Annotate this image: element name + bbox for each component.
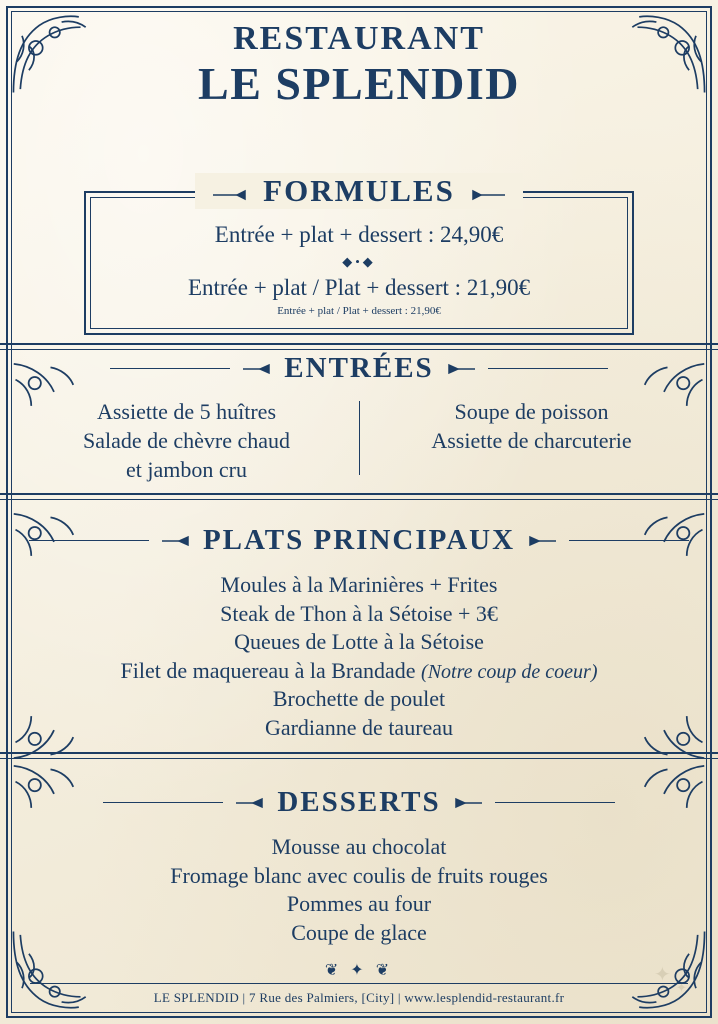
entrees-title <box>0 352 718 385</box>
plats-section <box>0 524 718 743</box>
plat-item-note: (Notre coup de coeur) <box>421 660 598 683</box>
sparkle-icon: ✦ <box>676 980 687 995</box>
column-divider <box>359 401 360 475</box>
entrees-column-left <box>37 397 337 484</box>
left-ornament-icon <box>235 797 265 809</box>
desserts-title-text: DESSERTS <box>277 786 441 818</box>
plats-title <box>0 524 718 557</box>
footer-ornament-icon: ❦ ✦ ❦ <box>324 962 394 979</box>
title-rule <box>29 540 149 541</box>
plat-item-name: Queues de Lotte à la Sétoise <box>234 629 484 655</box>
entree-item: et jambon cru <box>126 457 247 483</box>
plat-item-name: Filet de maquereau à la Brandade <box>120 657 416 683</box>
right-ornament-icon <box>467 173 507 209</box>
formules-separator-icon: ◆•◆ <box>342 254 376 270</box>
desserts-list <box>0 833 718 947</box>
left-ornament-icon <box>161 535 191 547</box>
plat-item <box>0 714 718 743</box>
dessert-item: Mousse au chocolat <box>271 834 447 859</box>
dessert-item: Fromage blanc avec coulis de fruits rouges <box>170 862 548 888</box>
title-rule <box>569 540 689 541</box>
entree-item: Assiette de 5 huîtres <box>96 399 277 424</box>
header-line-name: LE SPLENDID <box>198 58 520 109</box>
plat-item <box>0 628 718 657</box>
sparkle-icon: ✦ <box>654 964 671 986</box>
restaurant-header <box>0 0 718 110</box>
title-rule <box>110 368 230 369</box>
formule-option-1: Entrée + plat + dessert : 24,90€ <box>214 222 504 247</box>
entrees-title-text: ENTRÉES <box>284 352 434 384</box>
formules-section <box>84 173 634 335</box>
left-ornament-icon <box>242 363 272 375</box>
title-rule <box>103 802 223 803</box>
entree-item: Soupe de poisson <box>454 399 609 424</box>
formules-title-text: FORMULES <box>263 173 455 208</box>
plat-item <box>0 600 718 629</box>
formule-option-2-subline: Entrée + plat / Plat + dessert : 21,90€ <box>277 305 441 318</box>
section-divider <box>0 493 718 501</box>
formules-title <box>86 173 632 209</box>
entrees-section <box>0 352 718 484</box>
plat-item-name: Gardianne de taureau <box>264 714 454 740</box>
plat-item <box>0 685 718 714</box>
dessert-item: Pommes au four <box>286 891 432 917</box>
plat-item-name: Steak de Thon à la Sétoise + 3€ <box>220 600 498 626</box>
entree-item: Assiette de charcuterie <box>431 428 632 454</box>
footer-text: LE SPLENDID | 7 Rue des Palmiers, [City] | www.lesplendid-restaurant.fr <box>153 990 565 1005</box>
plats-list <box>0 571 718 743</box>
right-ornament-icon <box>453 797 483 809</box>
right-ornament-icon <box>446 363 476 375</box>
entrees-column-right <box>382 397 682 455</box>
formule-option-2: Entrée + plat / Plat + dessert : 21,90€ <box>187 275 531 301</box>
desserts-title <box>0 786 718 819</box>
dessert-item: Coupe de glace <box>291 919 427 945</box>
title-rule <box>495 802 615 803</box>
section-divider <box>0 752 718 760</box>
left-ornament-icon <box>211 173 251 209</box>
footer-divider <box>30 983 688 984</box>
right-ornament-icon <box>527 535 557 547</box>
entree-item: Salade de chèvre chaud <box>82 428 291 454</box>
plat-item <box>0 571 718 600</box>
plat-item-name: Brochette de poulet <box>272 686 446 712</box>
desserts-section <box>0 786 718 947</box>
plat-item-name: Moules à la Marinières + Frites <box>220 572 498 597</box>
title-rule <box>488 368 608 369</box>
header-line-restaurant: RESTAURANT <box>233 20 485 57</box>
section-divider <box>0 343 718 351</box>
plat-item <box>0 657 718 686</box>
plats-title-text: PLATS PRINCIPAUX <box>202 524 516 556</box>
